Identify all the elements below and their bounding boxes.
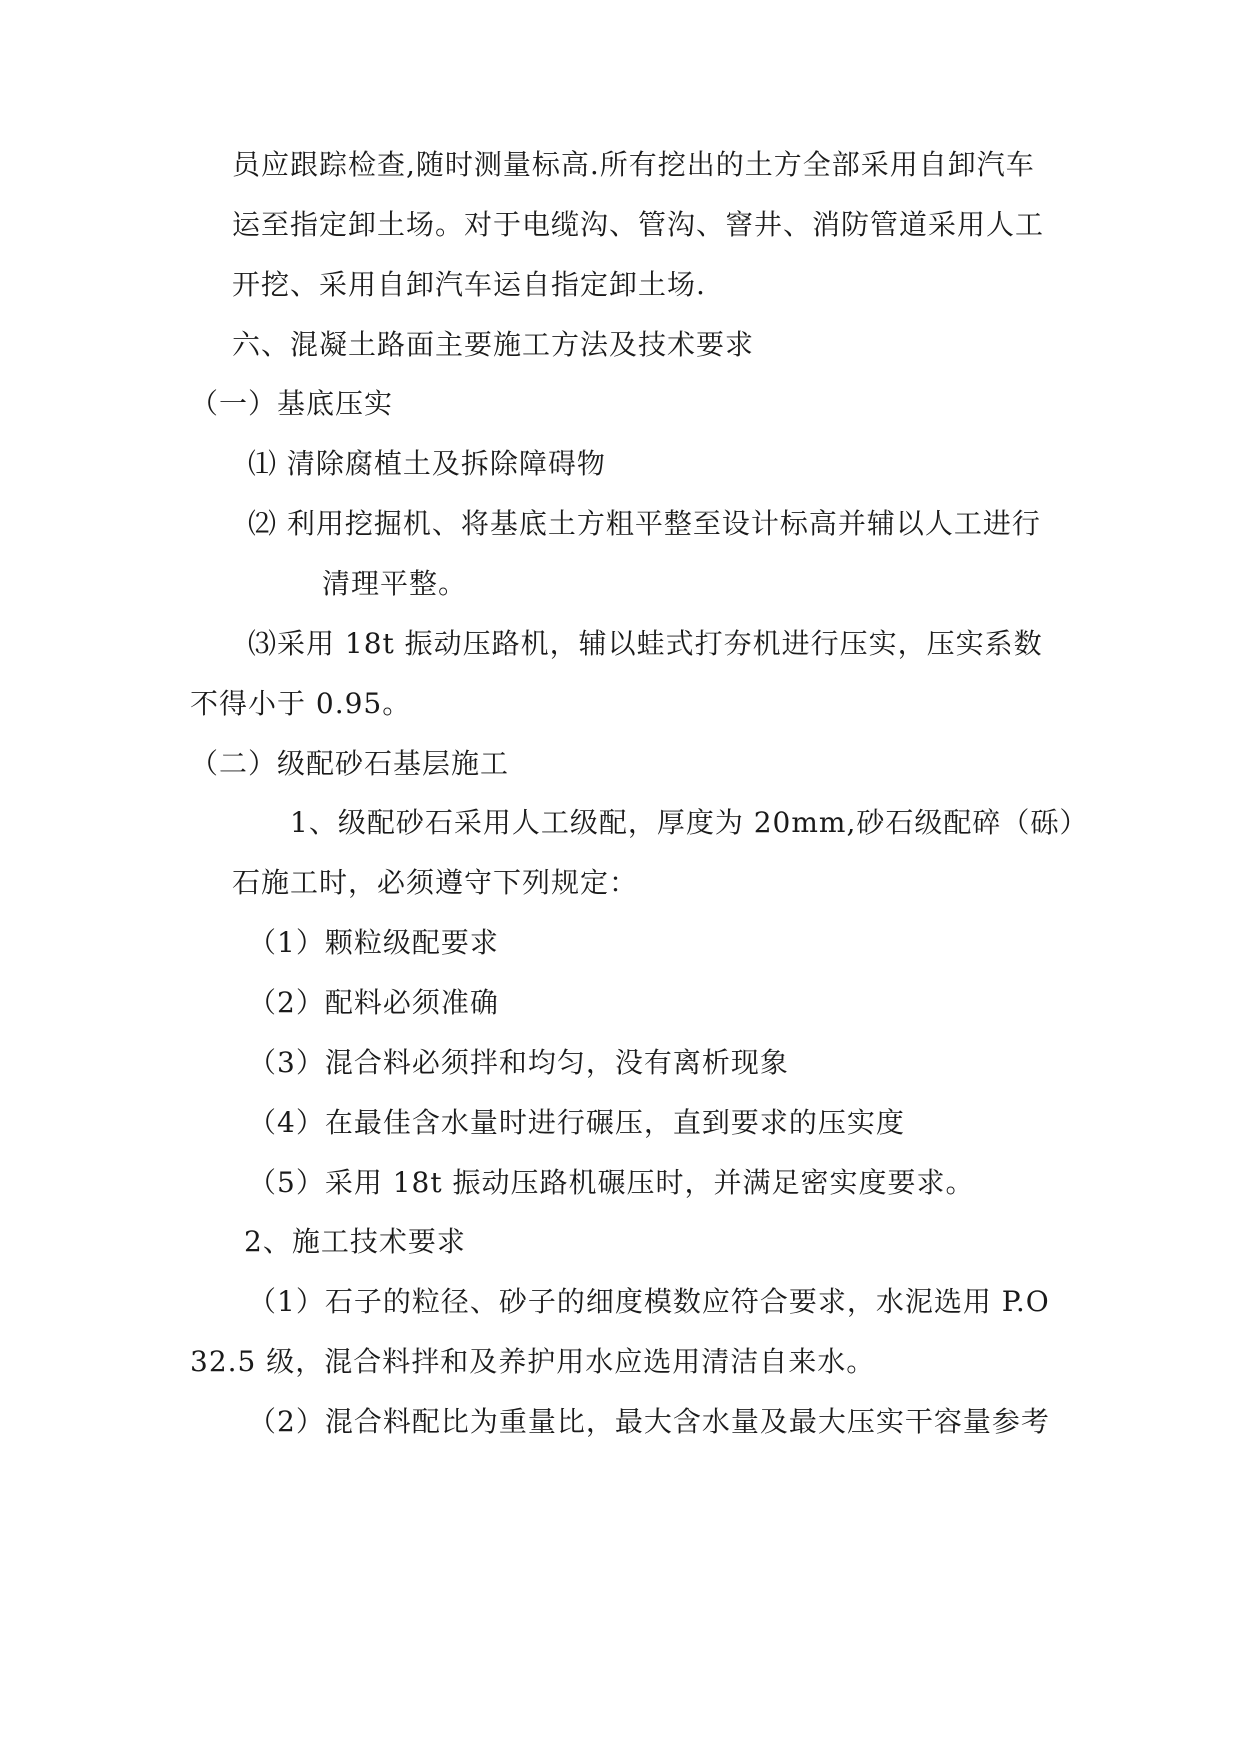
list-item: ⑵ 利用挖掘机、将基底土方粗平整至设计标高并辅以人工进行 xyxy=(248,507,1041,540)
list-item: ⑶采用 18t 振动压路机，辅以蛙式打夯机进行压实，压实系数 xyxy=(248,627,1043,660)
paragraph-line: 开挖、采用自卸汽车运自指定卸土场. xyxy=(232,268,706,301)
paragraph-line: 运至指定卸土场。对于电缆沟、管沟、窨井、消防管道采用人工 xyxy=(232,208,1045,241)
subsection-heading: （二）级配砂石基层施工 xyxy=(190,747,510,780)
subsection-heading: 2、施工技术要求 xyxy=(244,1225,466,1258)
list-item: （3）混合料必须拌和均匀，没有离析现象 xyxy=(248,1046,789,1079)
paragraph-line: 32.5 级，混合料拌和及养护用水应选用清洁自来水。 xyxy=(190,1345,876,1378)
paragraph-line: 员应跟踪检查,随时测量标高.所有挖出的土方全部采用自卸汽车 xyxy=(232,148,1035,181)
list-item-continuation: 清理平整。 xyxy=(322,567,468,600)
paragraph-line: 石施工时，必须遵守下列规定： xyxy=(232,866,639,899)
section-heading: 六、混凝土路面主要施工方法及技术要求 xyxy=(232,328,755,361)
list-item: （4）在最佳含水量时进行碾压，直到要求的压实度 xyxy=(248,1106,905,1139)
list-item: （2）配料必须准确 xyxy=(248,986,499,1019)
paragraph-line: （2）混合料配比为重量比，最大含水量及最大压实干容量参考 xyxy=(248,1405,1050,1438)
list-item: ⑴ 清除腐植土及拆除障碍物 xyxy=(248,447,606,480)
paragraph-line: （1）石子的粒径、砂子的细度模数应符合要求，水泥选用 P.O xyxy=(248,1285,1050,1318)
list-item: （1）颗粒级配要求 xyxy=(248,926,499,959)
list-item-continuation: 不得小于 0.95。 xyxy=(190,687,412,720)
subsection-heading: （一）基底压实 xyxy=(190,387,394,420)
paragraph-line: 1、级配砂石采用人工级配，厚度为 20mm,砂石级配碎（砾） xyxy=(290,806,1089,839)
list-item: （5）采用 18t 振动压路机碾压时，并满足密实度要求。 xyxy=(248,1166,975,1199)
